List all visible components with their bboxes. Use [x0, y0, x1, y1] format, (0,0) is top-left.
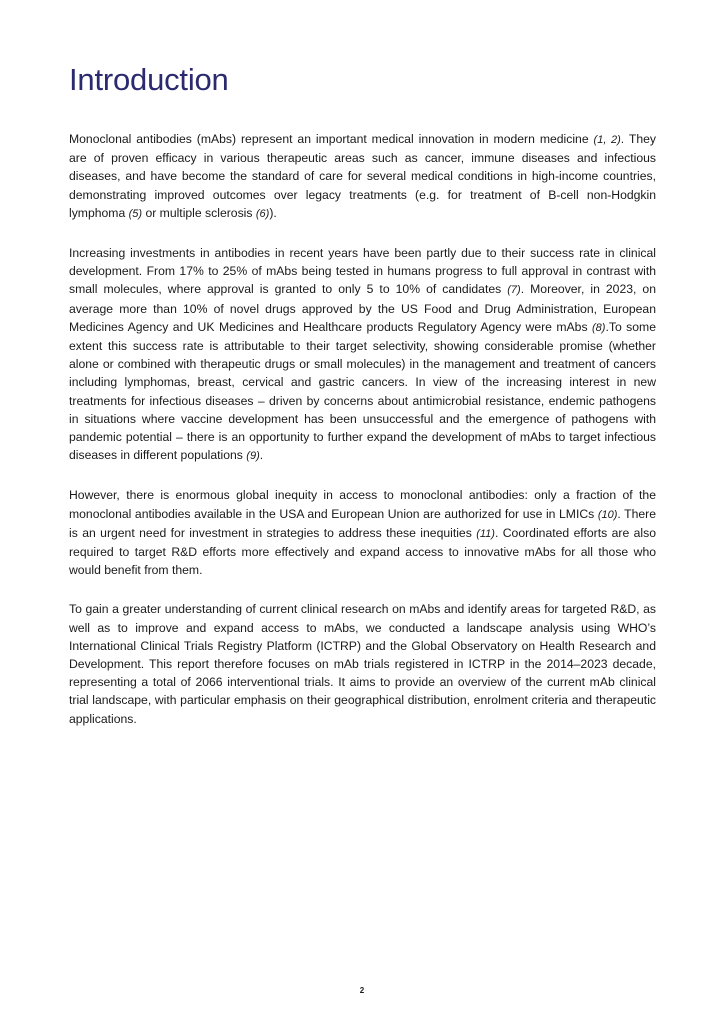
text-span: To gain a greater understanding of current clinical research on mAbs and identify areas for targeted R&D, as well as to improve and expand access to mAbs, we conducted a landscape analysis using WHO’s International Clinical Trials Registry Platform (ICTRP) and the Global Observatory on Health Research and Development. This report therefore focuses on mAb trials registered in ICTRP in the 2014–2023 decade, representing a total of 2066 interventional trials. It aims to provide an overview of the current mAb clinical trial landscape, with particular emphasis on their geographical distribution, enrolment criteria and therapeutic applications. — [69, 602, 656, 726]
citation: (9) — [246, 450, 260, 463]
text-span: . They are of proven efficacy in various therapeutic areas such as cancer, immune diseases and infectious diseases, and have become the standard of care for several medical conditions in high-income countries, demonstrating improved outcomes over legacy treatments (e.g. for treatment of B-cell non-Hodgkin lymphoma — [69, 132, 656, 220]
text-span: Monoclonal antibodies (mAbs) represent an important medical innovation in modern medicine — [69, 132, 594, 146]
text-span: . Coordinated efforts are also required to target R&D efforts more effectively and expand access to innovative mAbs for all those who would benefit from them. — [69, 525, 656, 578]
citation: (8) — [592, 321, 606, 334]
text-span: However, there is enormous global inequity in access to monoclonal antibodies: only a fraction of the monoclonal antibodies available in the USA and European Union are authorized for use in LMICs — [69, 488, 656, 521]
citation: (1, 2) — [593, 134, 621, 146]
page-title: Introduction — [69, 62, 229, 97]
text-span: . Moreover, in 2023, on average more than 10% of novel drugs approved by the US Food and Drug Administration, European Medicines Agency and UK Medicines and Healthcare products Regulatory Agency were mAbs — [69, 282, 656, 334]
citation: (11) — [476, 527, 495, 540]
paragraph-4 — [69, 600, 656, 727]
text-span: or multiple sclerosis — [142, 205, 256, 220]
paragraph-2 — [69, 244, 656, 465]
text-span: Increasing investments in antibodies in recent years have been partly due to their success rate in clinical development. From 17% to 25% of mAbs being tested in humans progress to full approval in contrast with small molecules, where approval is granted to only 5 to 10% of candidates — [69, 246, 656, 297]
text-span: . — [259, 448, 264, 463]
text-span: ). — [269, 205, 277, 220]
text-span: .To some extent this success rate is attributable to their target selectivity, showing considerable promise (whether alone or combined with therapeutic drugs or small molecules) in the management and treatment of cancers including lymphomas, breast, cervical and gastric cancers. In view of the increasing interest in new treatments for infectious diseases – driven by concerns about antimicrobial resistance, endemic pathogens in situations where vaccine development has been unsuccessful and the emergence of pathogens with pandemic potential – there is an opportunity to further expand the development of mAbs to target infectious diseases in different populations — [69, 319, 656, 463]
paragraph-1 — [69, 130, 656, 223]
citation: (10) — [597, 508, 618, 521]
citation: (7) — [507, 284, 521, 297]
paragraph-3 — [69, 486, 656, 579]
citation: (6) — [255, 207, 270, 220]
page-number: 2 — [359, 986, 365, 995]
body-text — [69, 130, 656, 749]
citation: (5) — [128, 207, 143, 220]
text-span: . There is an urgent need for investment in strategies to address these inequities — [69, 506, 657, 540]
